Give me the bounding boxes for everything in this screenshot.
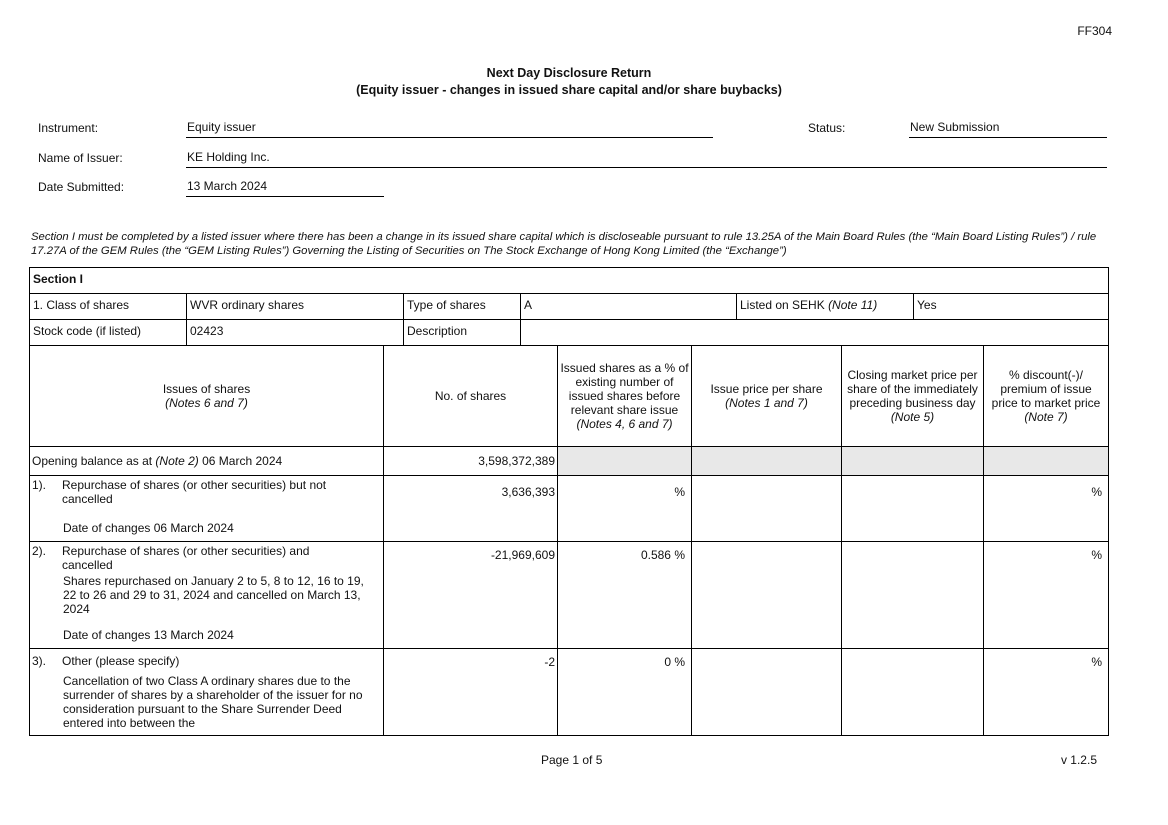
row-3-description — [30, 649, 383, 735]
opening-gray-cell — [983, 447, 1108, 475]
listed-note: (Note 11) — [828, 298, 878, 312]
description-label: Description — [403, 320, 520, 345]
row-2-pct: 0.586 % — [557, 542, 691, 648]
opening-label-date: 06 March 2024 — [198, 454, 283, 468]
col-pct-note: (Notes 4, 6 and 7) — [576, 417, 673, 431]
row-3-desc: Other (please specify) — [62, 654, 180, 668]
row-1-closing — [841, 476, 983, 541]
row-1-description — [30, 476, 383, 541]
page-title — [0, 65, 1138, 99]
col-issues-title: Issues of shares — [162, 382, 251, 396]
opening-balance-label — [30, 447, 383, 475]
row-1-desc: Repurchase of shares (or other securities) but not cancelled — [62, 478, 327, 506]
title-line-2: (Equity issuer - changes in issued share capital and/or share buybacks) — [356, 83, 782, 97]
opening-label-note: (Note 2) — [155, 454, 199, 468]
col-closing-header — [841, 346, 983, 446]
listed-label — [736, 294, 913, 319]
issuer-label: Name of Issuer: — [38, 151, 123, 165]
status-label: Status: — [808, 121, 846, 135]
row-3-detail: Cancellation of two Class A ordinary shares due to the surrender of shares by a shareholder of the issuer for no consideration pursuant to the Share Surrender Deed entered into between the — [63, 674, 363, 730]
row-2-detail: Shares repurchased on January 2 to 5, 8 to 12, 16 to 19, 22 to 26 and 29 to 31, 2024 and cancelled on March 13, 2024 — [63, 574, 364, 616]
row-2-discount: % — [983, 542, 1108, 648]
col-no-shares-header: No. of shares — [383, 346, 557, 446]
type-value: A — [520, 294, 736, 319]
col-discount-title: % discount(-)/ premium of issue price to market price — [991, 368, 1101, 410]
form-code: FF304 — [1077, 24, 1112, 38]
stock-code-row — [30, 319, 1108, 345]
row-3-discount: % — [983, 649, 1108, 735]
col-price-header — [691, 346, 841, 446]
column-header-row — [30, 345, 1108, 446]
col-pct-header — [557, 346, 691, 446]
type-label: Type of shares — [403, 294, 520, 319]
version-label: v 1.2.5 — [1060, 753, 1097, 767]
title-line-1: Next Day Disclosure Return — [486, 66, 652, 80]
row-1-discount: % — [983, 476, 1108, 541]
section-i-table — [29, 267, 1109, 736]
opening-label-a: Opening balance as at — [32, 454, 156, 468]
col-discount-note: (Note 7) — [1024, 410, 1068, 424]
class-label: 1. Class of shares — [33, 298, 130, 312]
opening-gray-cell — [691, 447, 841, 475]
section-title: Section I — [33, 272, 84, 286]
opening-balance-shares: 3,598,372,389 — [383, 447, 557, 475]
row-2-price — [691, 542, 841, 648]
class-row — [30, 293, 1108, 319]
col-issues-header — [30, 346, 383, 446]
row-1-pct: % — [557, 476, 691, 541]
row-2-desc: Repurchase of shares (or other securities) and cancelled — [62, 544, 310, 572]
issuer-value: KE Holding Inc. — [186, 150, 1107, 168]
section-title-row — [30, 268, 1108, 293]
row-1-number: 1). — [32, 478, 47, 492]
row-2-shares: -21,969,609 — [383, 542, 557, 648]
status-value: New Submission — [909, 120, 1107, 138]
row-2-closing — [841, 542, 983, 648]
stock-code-label: Stock code (if listed) — [33, 324, 142, 338]
col-discount-header — [983, 346, 1108, 446]
listed-label-text: Listed on SEHK — [740, 298, 829, 312]
opening-gray-cell — [841, 447, 983, 475]
col-price-note: (Notes 1 and 7) — [725, 396, 808, 410]
row-1-shares: 3,636,393 — [383, 476, 557, 541]
col-price-title: Issue price per share — [710, 382, 823, 396]
table-row — [30, 648, 1108, 735]
row-3-price — [691, 649, 841, 735]
row-3-number: 3). — [32, 654, 47, 668]
row-1-price — [691, 476, 841, 541]
col-issues-note: (Notes 6 and 7) — [165, 396, 248, 410]
date-submitted-value: 13 March 2024 — [186, 179, 384, 197]
row-3-pct: 0 % — [557, 649, 691, 735]
row-3-closing — [841, 649, 983, 735]
listed-value: Yes — [913, 294, 1108, 319]
row-3-shares: -2 — [383, 649, 557, 735]
description-value — [520, 320, 1108, 345]
stock-code-value: 02423 — [186, 320, 403, 345]
table-row — [30, 475, 1108, 541]
instrument-value: Equity issuer — [186, 120, 713, 138]
row-2-number: 2). — [32, 544, 47, 558]
class-value: WVR ordinary shares — [186, 294, 403, 319]
row-2-description — [30, 542, 383, 648]
date-submitted-label: Date Submitted: — [38, 180, 125, 194]
table-row — [30, 541, 1108, 648]
row-2-date: Date of changes 13 March 2024 — [63, 628, 234, 642]
col-pct-title: Issued shares as a % of existing number of issued shares before relevant share issue — [560, 361, 689, 417]
col-closing-title: Closing market price per share of the immediately preceding business day — [847, 368, 978, 410]
instrument-label: Instrument: — [38, 121, 99, 135]
section-intro-text: Section I must be completed by a listed issuer where there has been a change in its issued share capital which is discloseable pursuant to rule 13.25A of the Main Board Rules (the “Main Board Listing Rules”) / rule 17.27A of the GEM Rules (the “GEM Listing Rules”) Governing the Listing of Securities on The Stock Exchange of Hong Kong Limited (the “Exchange”) — [31, 231, 1097, 257]
opening-gray-cell — [557, 447, 691, 475]
opening-balance-row — [30, 446, 1108, 475]
page-number: Page 1 of 5 — [541, 753, 603, 767]
col-closing-note: (Note 5) — [890, 410, 935, 424]
row-1-date: Date of changes 06 March 2024 — [63, 521, 234, 535]
